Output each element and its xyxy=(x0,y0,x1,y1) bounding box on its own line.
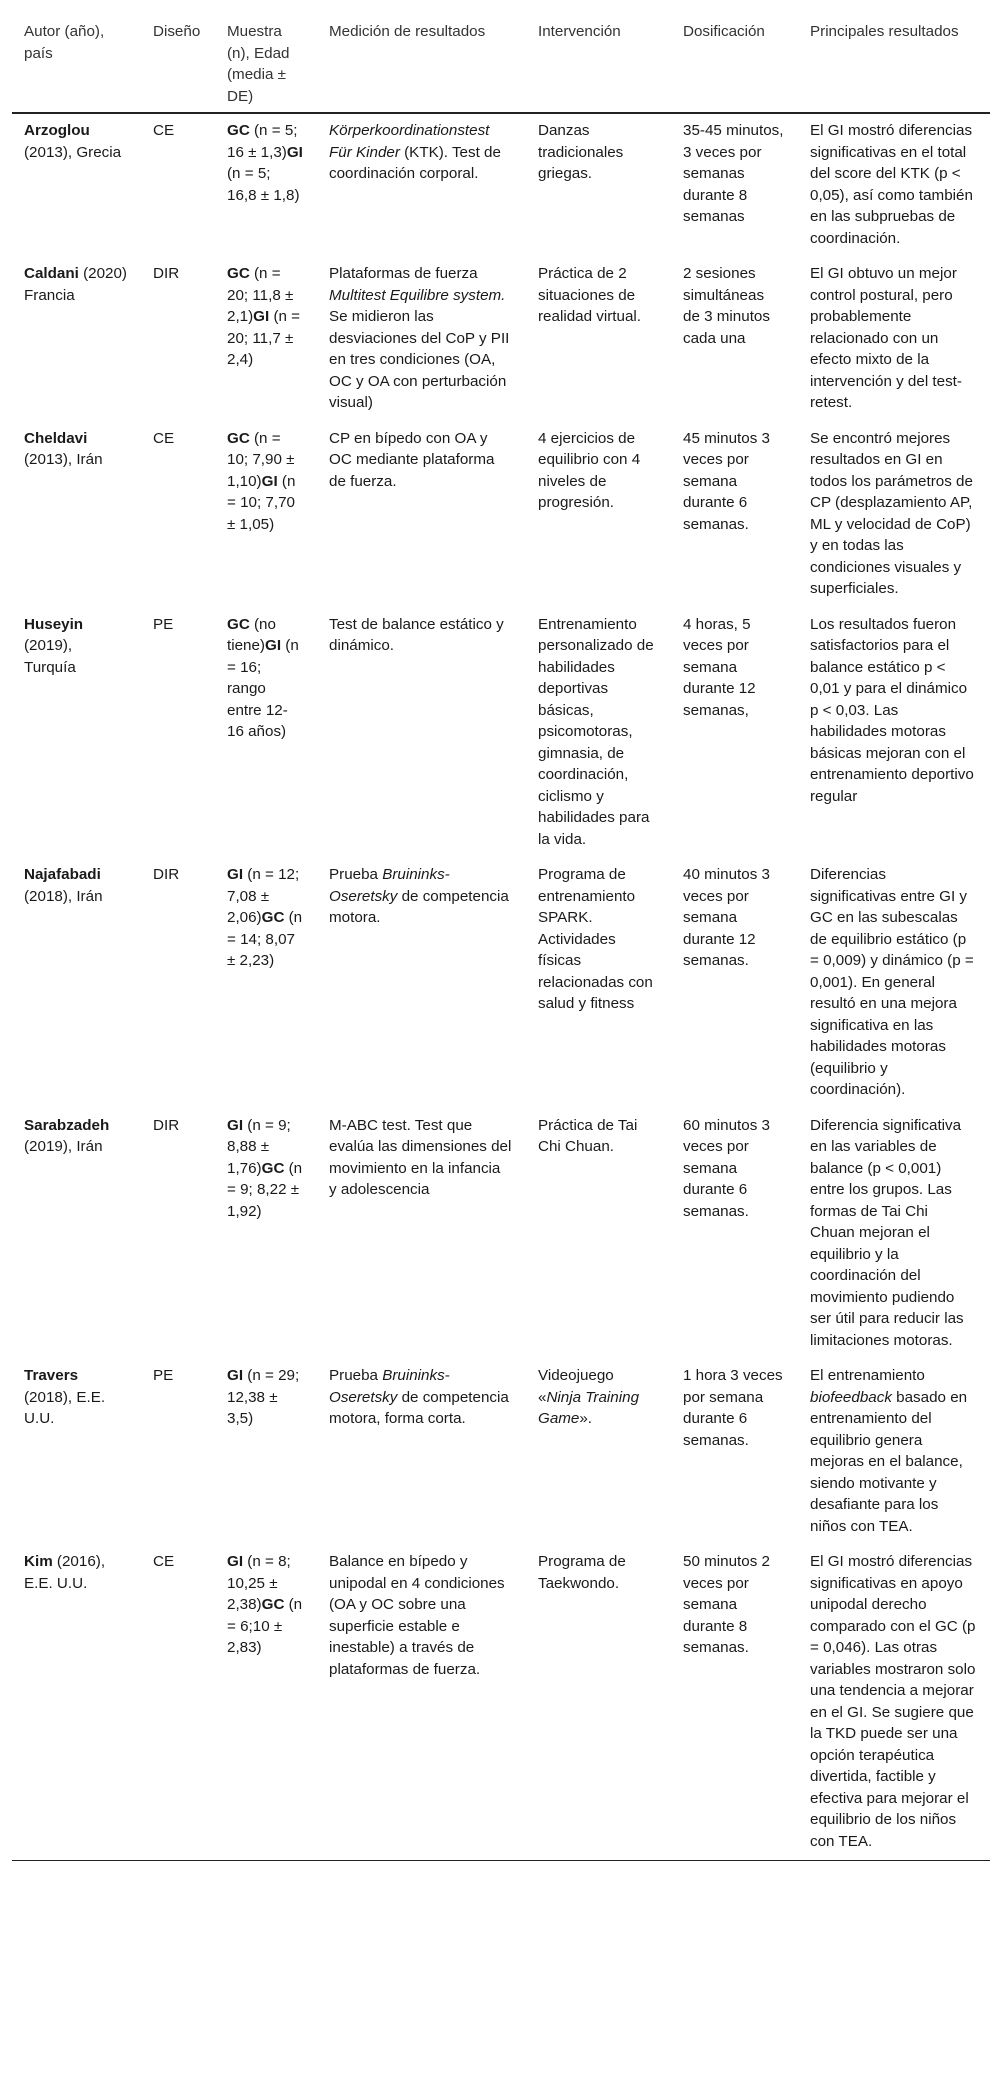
sample-group-text: (n = 10; 7,90 ± 1,10) xyxy=(227,429,295,490)
cell-measurement xyxy=(317,113,526,257)
author-year-country: (2020) Francia xyxy=(24,265,127,304)
sample-group-text: (n = 5; 16 ± 1,3) xyxy=(227,122,298,161)
cell-author xyxy=(12,858,141,1109)
header-author: Autor (año), país xyxy=(12,14,141,113)
results-text: Diferencia significativa en las variables de balance (p < 0,001) entre los grupos. Las formas de Tai Chi Chuan mejoran el equilibrio y la coordinación del movimiento pudiendo ser útil para reducir las limitaciones motoras. xyxy=(810,1116,964,1349)
sample-group-label: GI xyxy=(227,1116,244,1134)
cell-measurement xyxy=(317,1109,526,1360)
cell-measurement xyxy=(317,1545,526,1861)
cell-author xyxy=(12,1359,141,1545)
table-row xyxy=(12,1545,990,1861)
measurement-text: Plataformas de fuerza xyxy=(329,265,478,282)
cell-design xyxy=(141,113,215,257)
cell-measurement xyxy=(317,608,526,859)
cell-dosage xyxy=(671,1545,798,1861)
author-year-country: (2018), E.E. U.U. xyxy=(24,1388,106,1427)
intervention-text: Programa de entrenamiento SPARK. Actividades físicas relacionadas con salud y fitness xyxy=(538,866,653,1012)
cell-dosage xyxy=(671,422,798,608)
design-text: CE xyxy=(153,429,175,447)
intervention-text: Danzas tradicionales griegas. xyxy=(538,122,624,182)
sample-group-label: GC xyxy=(261,909,285,926)
table-row xyxy=(12,257,990,422)
dosage-text: 35-45 minutos, 3 veces por semanas durante 8 semanas xyxy=(683,122,784,225)
cell-dosage xyxy=(671,858,798,1109)
sample-group-label: GI xyxy=(227,1553,244,1570)
cell-sample xyxy=(215,1359,317,1545)
intervention-title: Ninja Training Game xyxy=(538,1388,640,1427)
cell-sample xyxy=(215,422,317,608)
cell-dosage xyxy=(671,1109,798,1360)
sample-group-label: GI xyxy=(286,143,303,161)
author-name: Kim xyxy=(24,1553,53,1570)
studies-table xyxy=(12,14,990,1861)
author-name: Travers xyxy=(24,1367,79,1384)
measurement-text: Balance en bípedo y unipodal en 4 condiciones (OA y OC sobre una superficie estable e inestable) a través de plataformas de fuerza. xyxy=(329,1553,505,1678)
header-sample: Muestra (n), Edad (media ± DE) xyxy=(215,14,317,113)
intervention-text: Entrenamiento personalizado de habilidades deportivas básicas, psicomotoras, gimnasia, de coordinación, ciclismo y habilidades para la vida. xyxy=(538,615,654,848)
cell-sample xyxy=(215,1109,317,1360)
sample-group-text: (n = 14; 8,07 ± 2,23) xyxy=(227,909,303,969)
cell-intervention xyxy=(526,608,671,859)
cell-intervention xyxy=(526,422,671,608)
author-name: Caldani xyxy=(24,265,79,282)
measurement-text-end: de competencia motora, forma corta. xyxy=(329,1388,509,1427)
sample-group-label: GI xyxy=(261,472,278,490)
results-text: Los resultados fueron satisfactorios para el balance estático p < 0,01 y para el dinámico p < 0,03. Las habilidades motoras básicas mejoran con el entrenamiento deportivo regular xyxy=(810,615,974,805)
intervention-text: Videojuego « xyxy=(538,1367,614,1406)
header-intervention: Intervención xyxy=(526,14,671,113)
cell-results xyxy=(798,113,990,257)
header-results: Principales resultados xyxy=(798,14,990,113)
design-text: DIR xyxy=(153,866,180,883)
measurement-text-end: Se midieron las desviaciones del CoP y PII en tres condiciones (OA, OC y OA con perturbación visual) xyxy=(329,308,510,411)
cell-design xyxy=(141,257,215,422)
cell-intervention xyxy=(526,858,671,1109)
cell-measurement xyxy=(317,858,526,1109)
cell-author xyxy=(12,113,141,257)
author-name: Sarabzadeh xyxy=(24,1116,110,1134)
sample-group-text: (n = 20; 11,8 ± 2,1) xyxy=(227,265,294,325)
dosage-text: 60 minutos 3 veces por semana durante 6 semanas. xyxy=(683,1116,770,1220)
table-row xyxy=(12,1109,990,1360)
cell-measurement xyxy=(317,257,526,422)
cell-sample xyxy=(215,858,317,1109)
cell-results xyxy=(798,858,990,1109)
author-year-country: (2019), Irán xyxy=(24,1138,103,1155)
cell-intervention xyxy=(526,1545,671,1861)
cell-design xyxy=(141,422,215,608)
results-text: El GI mostró diferencias significativas en el total del score del KTK (p < 0,05), así como también en las subpruebas de coordinación. xyxy=(810,122,973,247)
cell-measurement xyxy=(317,1359,526,1545)
table-row xyxy=(12,1359,990,1545)
author-name: Huseyin xyxy=(24,615,84,633)
cell-intervention xyxy=(526,113,671,257)
measurement-text: M-ABC test. Test que evalúa las dimensiones del movimiento en la infancia y adolescencia xyxy=(329,1116,512,1198)
sample-group-text: (n = 10; 7,70 ± 1,05) xyxy=(227,472,296,533)
cell-results xyxy=(798,1545,990,1861)
cell-author xyxy=(12,257,141,422)
dosage-text: 4 horas, 5 veces por semana durante 12 semanas, xyxy=(683,615,756,719)
results-text-end: basado en entrenamiento del equilibrio genera mejoras en el balance, siendo motivante y desafiante para los niños con TEA. xyxy=(810,1388,968,1535)
sample-group-label: GC xyxy=(261,1596,285,1613)
table-row xyxy=(12,113,990,257)
results-text: El GI mostró diferencias significativas en apoyo unipodal derecho comparado con el GC (p = 0,046). Las otras variables mostraron solo una tendencia a mejorar en el GI. Se sugiere que la TKD puede ser una opción terapéutica divertida, factible y efectiva para mejorar el equilibrio de los niños con TEA. xyxy=(810,1553,976,1850)
header-row xyxy=(12,14,990,113)
cell-intervention xyxy=(526,257,671,422)
sample-group-text: (n = 6;10 ± 2,83) xyxy=(227,1596,303,1656)
measurement-text-end: (KTK). Test de coordinación corporal. xyxy=(329,143,501,182)
sample-group-text: (n = 9; 8,88 ± 1,76) xyxy=(227,1116,291,1177)
design-text: DIR xyxy=(153,265,180,282)
cell-design xyxy=(141,1359,215,1545)
cell-author xyxy=(12,608,141,859)
cell-author xyxy=(12,422,141,608)
sample-group-text: (n = 5; 16,8 ± 1,8) xyxy=(227,165,300,204)
cell-results xyxy=(798,1109,990,1360)
cell-design xyxy=(141,858,215,1109)
intervention-text-end: ». xyxy=(579,1410,593,1427)
cell-dosage xyxy=(671,1359,798,1545)
measurement-text: Test de balance estático y dinámico. xyxy=(329,615,504,654)
author-name: Arzoglou xyxy=(24,122,90,139)
author-year-country: (2018), Irán xyxy=(24,887,103,905)
sample-group-label: GI xyxy=(227,866,244,883)
cell-sample xyxy=(215,113,317,257)
table-row xyxy=(12,422,990,608)
intervention-text: Práctica de Tai Chi Chuan. xyxy=(538,1116,638,1155)
sample-group-label: GI xyxy=(253,308,270,325)
cell-results xyxy=(798,1359,990,1545)
table-row xyxy=(12,608,990,859)
table-row xyxy=(12,858,990,1109)
results-text: El entrenamiento xyxy=(810,1367,925,1384)
header-design: Diseño xyxy=(141,14,215,113)
cell-dosage xyxy=(671,113,798,257)
measurement-instrument: Multitest Equilibre system. xyxy=(329,286,506,304)
results-text: El GI obtuvo un mejor control postural, pero probablemente relacionado con un efecto mixto de la intervención y del test-retest. xyxy=(810,265,962,411)
measurement-text-end: de competencia motora. xyxy=(329,887,509,926)
dosage-text: 40 minutos 3 veces por semana durante 12 semanas. xyxy=(683,866,770,969)
cell-design xyxy=(141,1109,215,1360)
author-year-country: (2013), Grecia xyxy=(24,143,122,161)
measurement-text: CP en bípedo con OA y OC mediante plataforma de fuerza. xyxy=(329,429,495,490)
intervention-text: Práctica de 2 situaciones de realidad virtual. xyxy=(538,265,641,325)
design-text: PE xyxy=(153,1367,174,1384)
measurement-text: Prueba xyxy=(329,866,383,883)
dosage-text: 45 minutos 3 veces por semana durante 6 semanas. xyxy=(683,429,770,533)
sample-group-label: GC xyxy=(261,1159,285,1177)
cell-author xyxy=(12,1109,141,1360)
results-term: biofeedback xyxy=(810,1388,892,1406)
sample-group-label: GC xyxy=(227,429,250,447)
sample-group-text: (n = 9; 8,22 ± 1,92) xyxy=(227,1159,303,1220)
sample-group-text: (n = 16; rango entre 12-16 años) xyxy=(227,637,299,740)
cell-measurement xyxy=(317,422,526,608)
design-text: CE xyxy=(153,122,175,139)
author-year-country: (2019), Turquía xyxy=(24,637,76,676)
sample-group-label: GC xyxy=(227,615,250,633)
sample-group-text: (no tiene) xyxy=(227,615,276,654)
dosage-text: 1 hora 3 veces por semana durante 6 semanas. xyxy=(683,1367,783,1449)
results-text: Se encontró mejores resultados en GI en todos los parámetros de CP (desplazamiento AP, ML y velocidad de CoP) y en todas las condiciones visuales y superficiales. xyxy=(810,429,973,597)
measurement-instrument: Bruininks-Oseretsky xyxy=(329,866,450,905)
cell-sample xyxy=(215,1545,317,1861)
design-text: CE xyxy=(153,1553,175,1570)
header-measurement: Medición de resultados xyxy=(317,14,526,113)
cell-intervention xyxy=(526,1109,671,1360)
intervention-text: Programa de Taekwondo. xyxy=(538,1553,626,1592)
header-dosage: Dosificación xyxy=(671,14,798,113)
cell-dosage xyxy=(671,608,798,859)
sample-group-text: (n = 20; 11,7 ± 2,4) xyxy=(227,308,301,368)
measurement-instrument: Körperkoordinationstest Für Kinder xyxy=(329,122,490,161)
cell-intervention xyxy=(526,1359,671,1545)
sample-group-label: GI xyxy=(265,637,282,654)
design-text: DIR xyxy=(153,1116,180,1134)
author-year-country: (2016), E.E. U.U. xyxy=(24,1553,106,1592)
cell-author xyxy=(12,1545,141,1861)
cell-results xyxy=(798,422,990,608)
sample-group-text: (n = 12; 7,08 ± 2,06) xyxy=(227,866,300,926)
sample-group-text: (n = 8; 10,25 ± 2,38) xyxy=(227,1553,291,1613)
cell-dosage xyxy=(671,257,798,422)
sample-group-text: (n = 29; 12,38 ± 3,5) xyxy=(227,1367,300,1427)
author-name: Najafabadi xyxy=(24,866,101,883)
cell-results xyxy=(798,608,990,859)
design-text: PE xyxy=(153,615,174,633)
measurement-instrument: Bruininks-Oseretsky xyxy=(329,1367,450,1406)
cell-results xyxy=(798,257,990,422)
dosage-text: 2 sesiones simultáneas de 3 minutos cada una xyxy=(683,265,770,347)
cell-sample xyxy=(215,608,317,859)
sample-group-label: GC xyxy=(227,265,250,282)
results-text: Diferencias significativas entre GI y GC en las subescalas de equilibrio estático (p = 0,009) y dinámico (p = 0,001). En general resultó en una mejora significativa en las habilidades motoras (equilibrio y coordinación). xyxy=(810,866,974,1098)
author-year-country: (2013), Irán xyxy=(24,451,103,468)
author-name: Cheldavi xyxy=(24,429,88,447)
sample-group-label: GC xyxy=(227,122,250,139)
sample-group-label: GI xyxy=(227,1367,244,1384)
measurement-text: Prueba xyxy=(329,1367,383,1384)
cell-sample xyxy=(215,257,317,422)
dosage-text: 50 minutos 2 veces por semana durante 8 semanas. xyxy=(683,1553,770,1656)
cell-design xyxy=(141,1545,215,1861)
intervention-text: 4 ejercicios de equilibrio con 4 niveles de progresión. xyxy=(538,429,641,511)
cell-design xyxy=(141,608,215,859)
